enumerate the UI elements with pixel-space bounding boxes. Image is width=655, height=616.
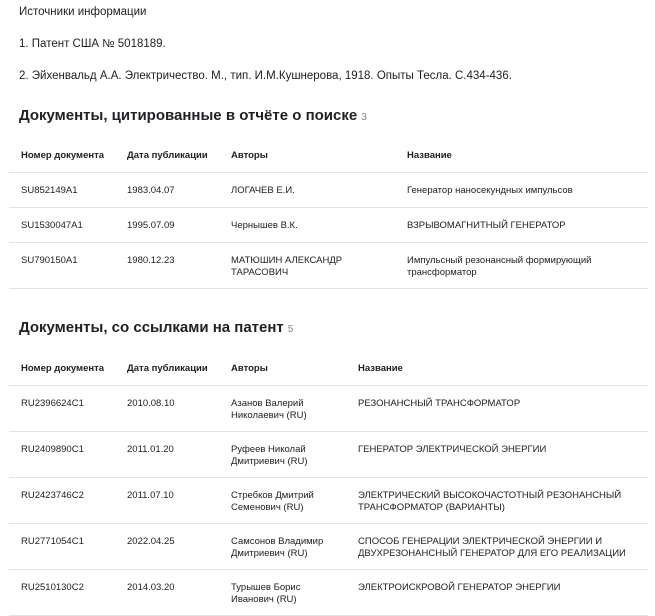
- doc-title: ЭЛЕКТРИЧЕСКИЙ ВЫСОКОЧАСТОТНЫЙ РЕЗОНАНСНЫЙ ТРАНСФОРМАТОР (ВАРИАНТЫ): [358, 490, 622, 513]
- doc-number-link[interactable]: SU852149A1: [21, 185, 78, 196]
- doc-title: ЭЛЕКТРОИСКРОВОЙ ГЕНЕРАТОР ЭНЕРГИИ: [358, 582, 561, 593]
- doc-number-link[interactable]: RU2423746C2: [21, 490, 84, 501]
- sources-title: Источники информации: [19, 6, 147, 18]
- source-item: 2. Эйхенвальд А.А. Электричество. М., тип. И.М.Кушнерова, 1918. Опыты Тесла. С.434-436.: [19, 70, 512, 82]
- doc-title: Генератор наносекундных импульсов: [407, 185, 573, 196]
- doc-title: СПОСОБ ГЕНЕРАЦИИ ЭЛЕКТРИЧЕСКОЙ ЭНЕРГИИ И ДВУХРЕЗОНАНСНЫЙ ГЕНЕРАТОР ДЛЯ ЕГО РЕАЛИЗАЦИИ: [358, 536, 626, 559]
- table-row[interactable]: [9, 432, 648, 478]
- cited-table-header: [9, 140, 648, 173]
- doc-number-link[interactable]: RU2771054C1: [21, 536, 84, 547]
- table-row[interactable]: [9, 570, 648, 616]
- table-row[interactable]: [9, 173, 648, 208]
- pub-date: 2010.08.10: [127, 398, 175, 409]
- authors: Турышев Борис Иванович (RU): [231, 582, 301, 605]
- authors: Стребков Дмитрий Семенович (RU): [231, 490, 314, 513]
- col-header-authors: Авторы: [231, 150, 268, 161]
- authors: Азанов Валерий Николаевич (RU): [231, 398, 307, 421]
- citing-table-header: [9, 353, 648, 386]
- pub-date: 1995.07.09: [127, 220, 175, 231]
- doc-number-link[interactable]: RU2510130C2: [21, 582, 84, 593]
- pub-date: 2022.04.25: [127, 536, 175, 547]
- citing-count: 5: [287, 324, 294, 335]
- table-row[interactable]: [9, 208, 648, 243]
- authors: ЛОГАЧЕВ Е.И.: [231, 185, 295, 196]
- pub-date: 2014.03.20: [127, 582, 175, 593]
- table-row[interactable]: [9, 478, 648, 524]
- citing-table: [9, 353, 648, 616]
- citing-section-title: [19, 319, 293, 339]
- col-header-date: Дата публикации: [127, 150, 208, 161]
- doc-title: РЕЗОНАНСНЫЙ ТРАНСФОРМАТОР: [358, 398, 521, 409]
- table-row[interactable]: [9, 386, 648, 432]
- pub-date: 2011.07.10: [127, 490, 174, 501]
- authors: МАТЮШИН АЛЕКСАНДР ТАРАСОВИЧ: [231, 255, 343, 278]
- col-header-number: Номер документа: [21, 150, 105, 161]
- col-header-number: Номер документа: [21, 363, 105, 374]
- authors: Самсонов Владимир Дмитриевич (RU): [231, 536, 324, 559]
- col-header-authors: Авторы: [231, 363, 268, 374]
- citing-section-title-text: Документы, со ссылками на патент: [19, 319, 284, 336]
- authors: Чернышев В.К.: [231, 220, 298, 231]
- table-row[interactable]: [9, 243, 648, 289]
- source-item: 1. Патент США № 5018189.: [19, 38, 166, 50]
- doc-title: ВЗРЫВОМАГНИТНЫЙ ГЕНЕРАТОР: [407, 220, 566, 231]
- pub-date: 1983.04.07: [127, 185, 175, 196]
- col-header-date: Дата публикации: [127, 363, 208, 374]
- doc-number-link[interactable]: SU790150A1: [21, 255, 78, 266]
- authors: Руфеев Николай Дмитриевич (RU): [231, 444, 308, 467]
- pub-date: 1980.12.23: [127, 255, 175, 266]
- cited-section-title-text: Документы, цитированные в отчёте о поиске: [19, 107, 358, 124]
- col-header-title: Название: [407, 150, 452, 161]
- doc-number-link[interactable]: RU2396624C1: [21, 398, 84, 409]
- col-header-title: Название: [358, 363, 403, 374]
- pub-date: 2011.01.20: [127, 444, 174, 455]
- doc-number-link[interactable]: SU1530047A1: [21, 220, 83, 231]
- doc-title: Импульсный резонансный формирующий трансформатор: [407, 255, 592, 278]
- cited-count: 3: [361, 112, 367, 123]
- doc-number-link[interactable]: RU2409890C1: [21, 444, 84, 455]
- cited-section-title: [19, 107, 367, 127]
- doc-title: ГЕНЕРАТОР ЭЛЕКТРИЧЕСКОЙ ЭНЕРГИИ: [358, 444, 547, 455]
- cited-table: [9, 140, 648, 289]
- table-row[interactable]: [9, 524, 648, 570]
